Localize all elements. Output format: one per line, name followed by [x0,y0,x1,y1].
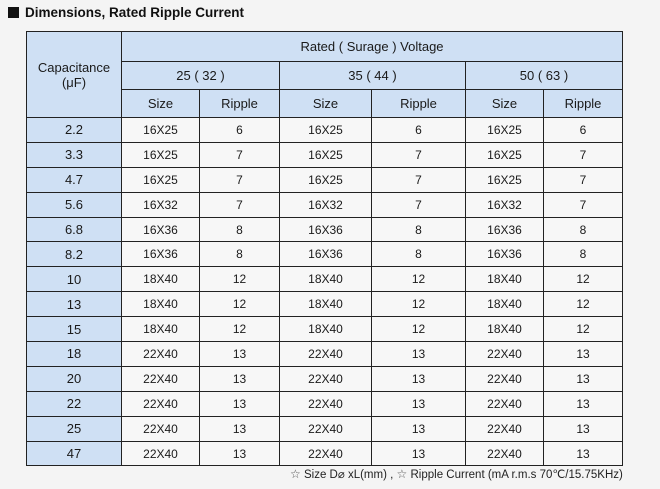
ripple-cell: 13 [544,366,623,391]
size-cell: 18X40 [280,292,372,317]
ripple-cell: 13 [200,342,280,367]
capacitance-cell: 8.2 [27,242,122,267]
capacitance-cell: 20 [27,366,122,391]
ripple-cell: 13 [200,441,280,466]
ripple-cell: 7 [544,167,623,192]
capacitance-header [27,32,122,118]
ripple-cell: 12 [372,267,466,292]
ripple-cell: 12 [200,267,280,292]
ripple-cell: 7 [200,167,280,192]
capacitance-cell: 3.3 [27,142,122,167]
ripple-cell: 7 [200,192,280,217]
size-column-header: Size [122,90,200,118]
capacitance-unit: (μF) [61,74,87,90]
capacitance-cell: 10 [27,267,122,292]
size-cell: 16X36 [122,217,200,242]
size-cell: 16X36 [466,242,544,267]
size-cell: 22X40 [466,391,544,416]
capacitance-label: Capacitance [37,59,111,75]
table-row [27,441,623,466]
black-square-bullet-icon [8,7,19,18]
table-row [27,342,623,367]
ripple-column-header: Ripple [544,90,623,118]
voltage-group-header: Rated ( Surage ) Voltage [122,32,623,62]
table-row [27,118,623,143]
size-cell: 18X40 [280,317,372,342]
size-cell: 22X40 [280,391,372,416]
ripple-cell: 6 [372,118,466,143]
ripple-cell: 13 [200,366,280,391]
ripple-cell: 13 [372,391,466,416]
ripple-cell: 7 [544,142,623,167]
capacitance-cell: 13 [27,292,122,317]
size-cell: 16X32 [280,192,372,217]
ripple-cell: 13 [544,416,623,441]
voltage-header-35: 35 ( 44 ) [280,62,466,90]
ripple-cell: 12 [200,317,280,342]
capacitance-cell: 15 [27,317,122,342]
voltage-header-50: 50 ( 63 ) [466,62,623,90]
size-cell: 16X25 [466,142,544,167]
ripple-cell: 7 [372,142,466,167]
size-cell: 22X40 [280,441,372,466]
capacitance-cell: 22 [27,391,122,416]
ripple-cell: 12 [372,292,466,317]
size-cell: 22X40 [122,366,200,391]
table-row [27,217,623,242]
ripple-cell: 8 [200,242,280,267]
table-row [27,391,623,416]
size-cell: 16X25 [280,142,372,167]
size-cell: 18X40 [466,292,544,317]
capacitance-cell: 47 [27,441,122,466]
size-column-header: Size [466,90,544,118]
size-cell: 18X40 [466,317,544,342]
size-cell: 22X40 [122,441,200,466]
table-row [27,267,623,292]
table-row [27,142,623,167]
section-title [8,3,244,21]
ripple-cell: 6 [200,118,280,143]
ripple-cell: 13 [372,366,466,391]
ripple-cell: 7 [200,142,280,167]
size-cell: 16X36 [280,242,372,267]
table-row [27,292,623,317]
section-title-text: Dimensions, Rated Ripple Current [25,4,245,20]
table-row [27,242,623,267]
ripple-cell: 8 [372,217,466,242]
voltage-header-25: 25 ( 32 ) [122,62,280,90]
size-cell: 18X40 [122,292,200,317]
ripple-cell: 12 [200,292,280,317]
ripple-column-header: Ripple [200,90,280,118]
size-cell: 16X36 [280,217,372,242]
size-cell: 18X40 [122,267,200,292]
size-cell: 16X32 [466,192,544,217]
ripple-cell: 13 [544,342,623,367]
ripple-cell: 13 [544,441,623,466]
ripple-cell: 12 [544,267,623,292]
size-cell: 16X25 [122,118,200,143]
ripple-cell: 7 [372,192,466,217]
size-cell: 18X40 [280,267,372,292]
star-icon: ☆ [396,467,408,481]
footnote [290,467,623,481]
capacitance-cell: 25 [27,416,122,441]
table-row [27,167,623,192]
ripple-cell: 7 [544,192,623,217]
size-cell: 16X25 [122,167,200,192]
ripple-cell: 12 [372,317,466,342]
size-cell: 22X40 [280,342,372,367]
ripple-cell: 8 [544,242,623,267]
capacitance-cell: 5.6 [27,192,122,217]
size-cell: 22X40 [466,441,544,466]
star-icon: ☆ [290,467,301,481]
ripple-cell: 13 [200,391,280,416]
size-cell: 22X40 [122,391,200,416]
size-note: Size D⌀ xL(mm) , [303,469,394,481]
size-cell: 16X25 [466,118,544,143]
size-cell: 22X40 [122,416,200,441]
size-column-header: Size [280,90,372,118]
table-row [27,416,623,441]
ripple-cell: 8 [200,217,280,242]
ripple-column-header: Ripple [372,90,466,118]
ripple-cell: 13 [372,342,466,367]
table-row [27,317,623,342]
ripple-cell: 12 [544,292,623,317]
dimensions-ripple-table [26,31,623,466]
capacitance-cell: 6.8 [27,217,122,242]
size-cell: 16X25 [122,142,200,167]
ripple-note: Ripple Current (mA r.m.s 70℃/15.75KHz) [410,469,623,481]
ripple-cell: 13 [372,441,466,466]
capacitance-cell: 2.2 [27,118,122,143]
size-cell: 16X32 [122,192,200,217]
ripple-cell: 8 [372,242,466,267]
capacitance-cell: 4.7 [27,167,122,192]
capacitance-cell: 18 [27,342,122,367]
ripple-cell: 8 [544,217,623,242]
size-cell: 16X25 [280,118,372,143]
size-cell: 16X25 [466,167,544,192]
size-cell: 22X40 [122,342,200,367]
ripple-cell: 7 [372,167,466,192]
size-cell: 18X40 [122,317,200,342]
size-cell: 16X36 [122,242,200,267]
size-cell: 16X25 [280,167,372,192]
table-row [27,366,623,391]
size-cell: 22X40 [466,416,544,441]
size-cell: 16X36 [466,217,544,242]
table-row [27,192,623,217]
ripple-cell: 12 [544,317,623,342]
size-cell: 22X40 [280,366,372,391]
ripple-cell: 13 [200,416,280,441]
ripple-cell: 6 [544,118,623,143]
size-cell: 22X40 [466,366,544,391]
ripple-cell: 13 [372,416,466,441]
ripple-cell: 13 [544,391,623,416]
size-cell: 22X40 [280,416,372,441]
size-cell: 18X40 [466,267,544,292]
size-cell: 22X40 [466,342,544,367]
